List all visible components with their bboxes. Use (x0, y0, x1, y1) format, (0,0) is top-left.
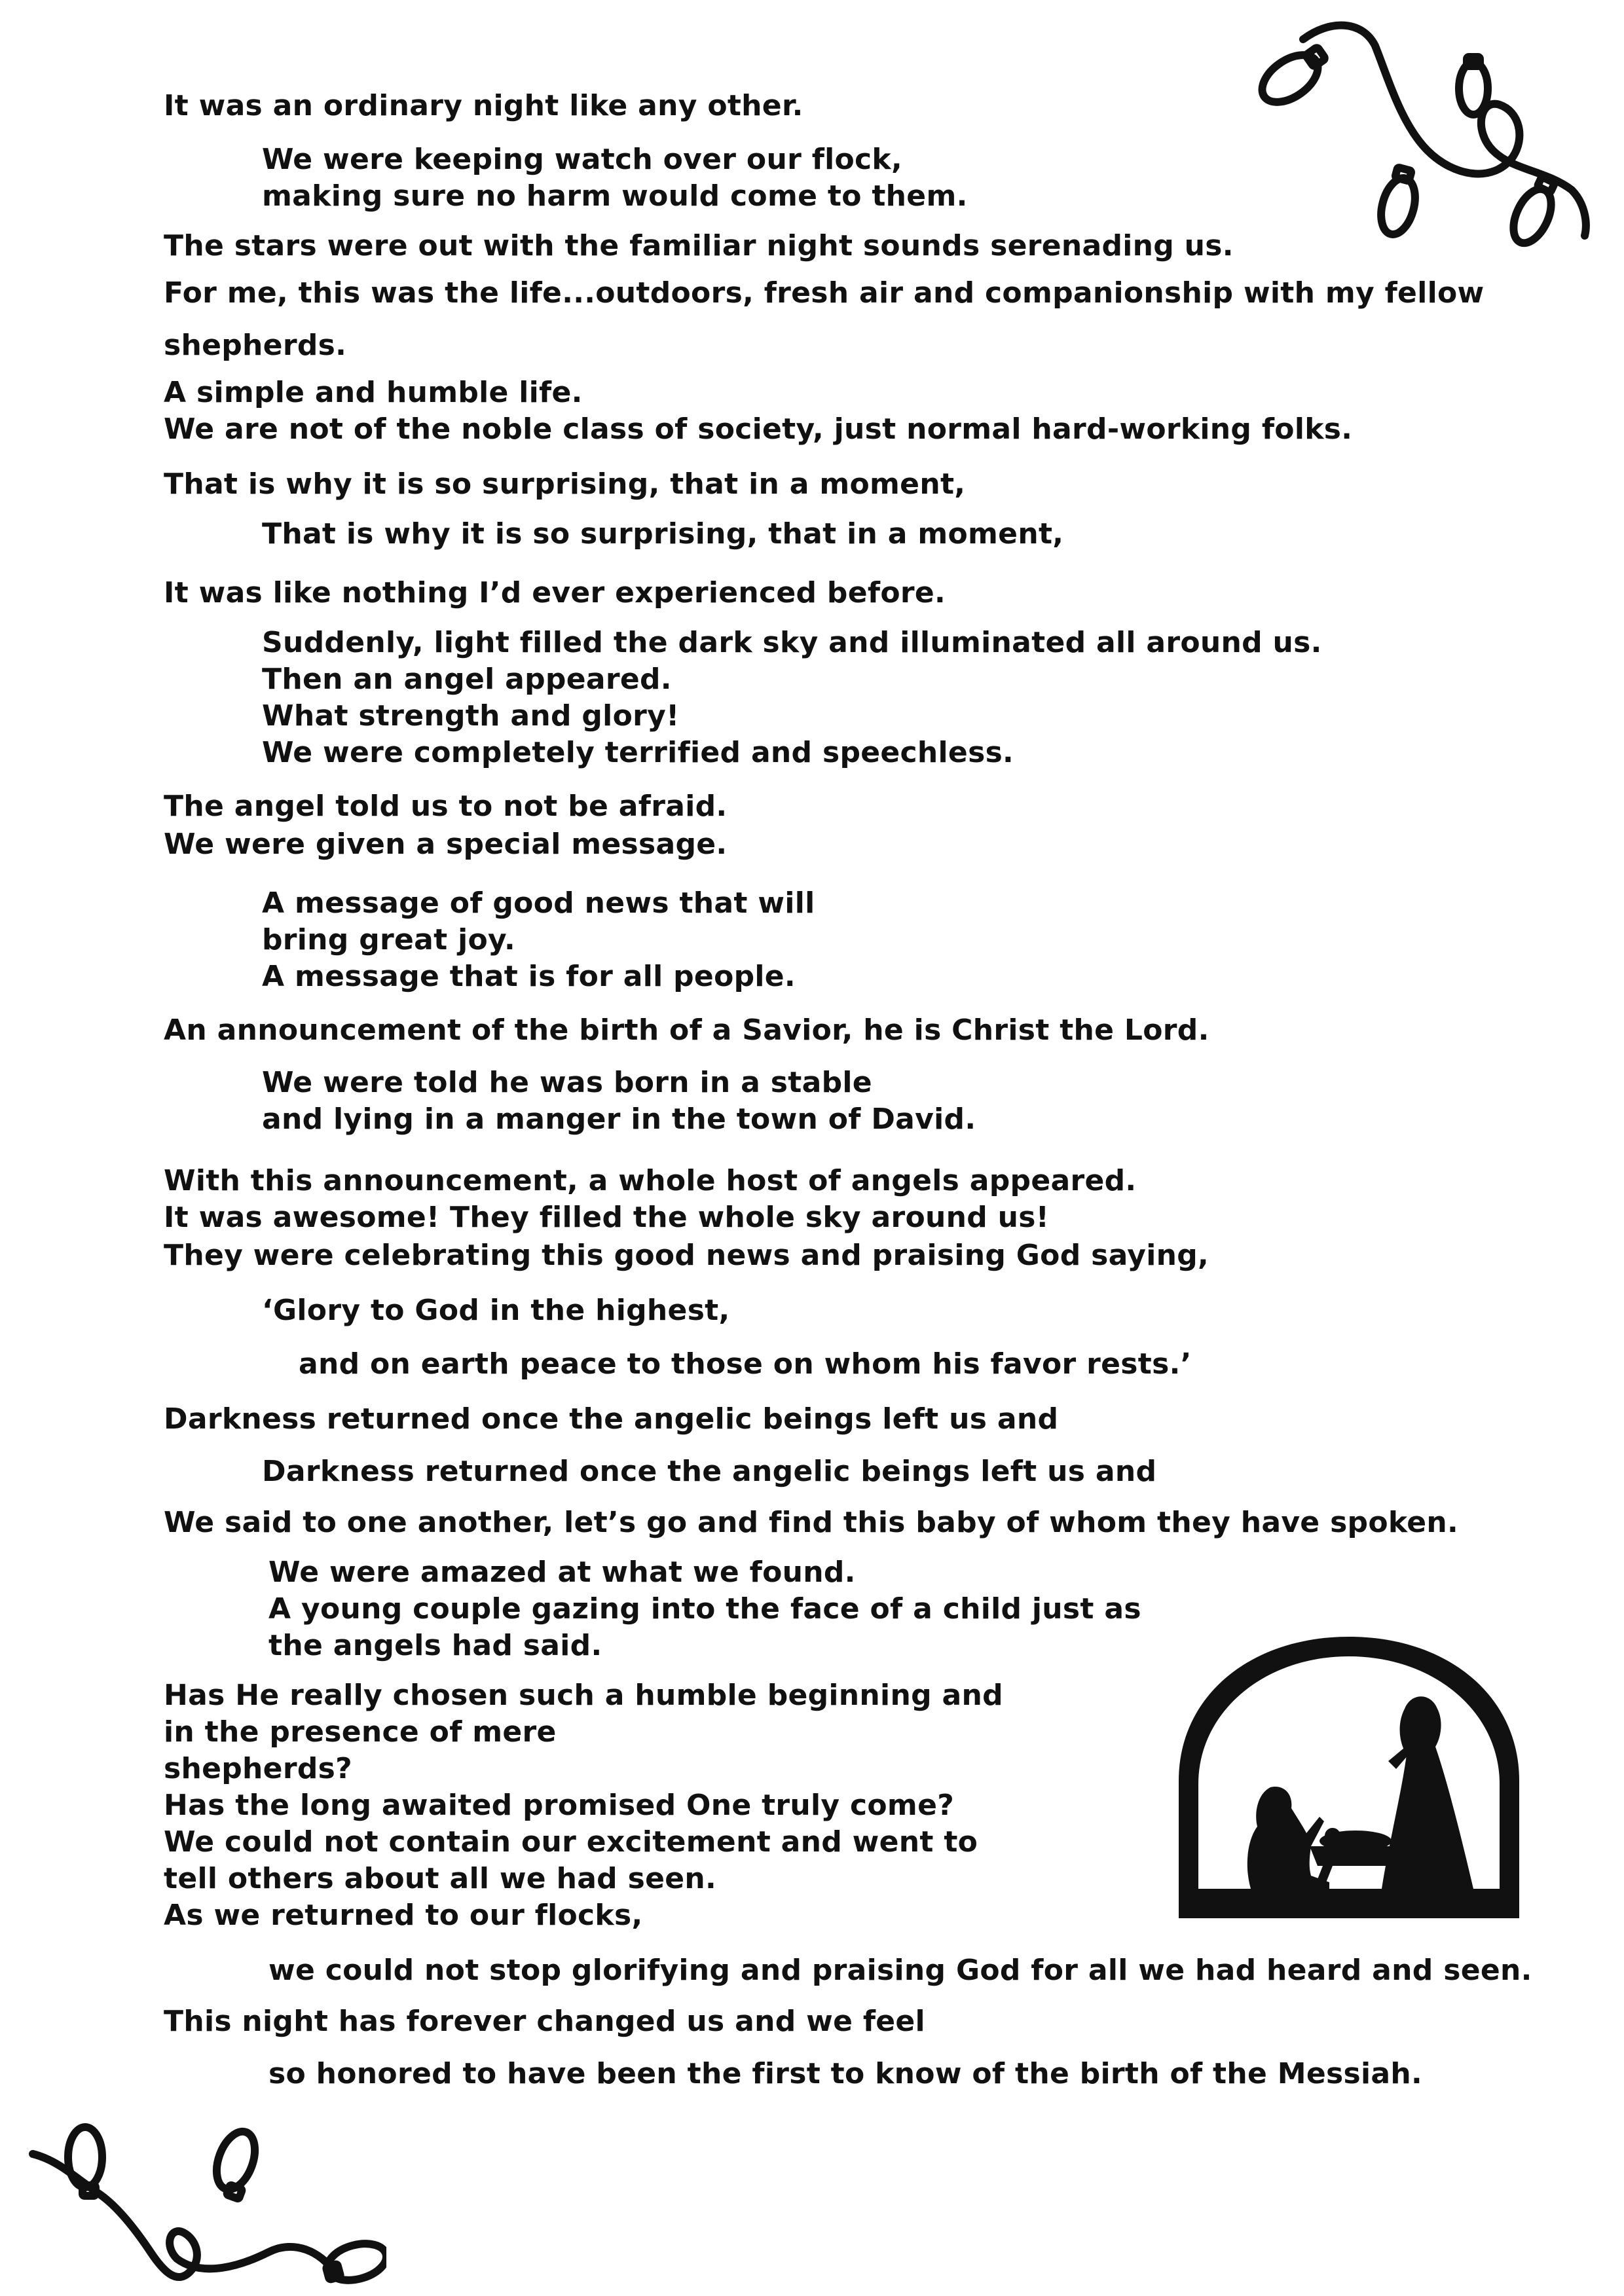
story-line-33: A young couple gazing into the face of a child just as (268, 1592, 1141, 1626)
string-lights-icon (1231, 13, 1598, 268)
story-line-25: It was awesome! They filled the whole sky around us! (164, 1201, 1050, 1234)
story-line-31: We said to one another, let’s go and find this baby of whom they have spoken. (164, 1506, 1459, 1539)
story-line-13: Then an angel appeared. (262, 663, 672, 696)
story-line-41: As we returned to our flocks, (164, 1899, 643, 1932)
story-line-26: They were celebrating this good news and praising God saying, (164, 1239, 1209, 1272)
story-line-29: Darkness returned once the angelic beings left us and (164, 1402, 1059, 1436)
story-line-32: We were amazed at what we found. (268, 1556, 856, 1589)
story-line-38: Has the long awaited promised One truly come? (164, 1789, 955, 1822)
story-line-42: we could not stop glorifying and praising God for all we had heard and seen. (268, 1954, 1532, 1987)
story-line-14: What strength and glory! (262, 699, 680, 733)
story-line-18: A message of good news that will (262, 886, 815, 920)
story-line-30: Darkness returned once the angelic beings left us and (262, 1455, 1157, 1488)
story-line-19: bring great joy. (262, 923, 515, 957)
story-line-43: This night has forever changed us and we feel (164, 2005, 925, 2038)
story-line-9: That is why it is so surprising, that in a moment, (164, 467, 966, 501)
story-line-12: Suddenly, light filled the dark sky and illuminated all around us. (262, 626, 1322, 659)
story-line-27: ‘Glory to God in the highest, (262, 1294, 730, 1327)
string-lights-icon (20, 2121, 386, 2291)
story-line-17: We were given a special message. (164, 828, 728, 861)
story-line-23: and lying in a manger in the town of David. (262, 1102, 976, 1136)
story-line-20: A message that is for all people. (262, 960, 796, 993)
story-line-1: It was an ordinary night like any other. (164, 89, 803, 122)
story-line-4: The stars were out with the familiar night sounds serenading us. (164, 229, 1234, 263)
story-line-40: tell others about all we had seen. (164, 1862, 717, 1895)
story-line-37: shepherds? (164, 1752, 352, 1785)
story-line-22: We were told he was born in a stable (262, 1066, 872, 1099)
story-line-44: so honored to have been the first to know of the birth of the Messiah. (268, 2057, 1422, 2090)
story-line-28: and on earth peace to those on whom his favor rests.’ (299, 1347, 1192, 1381)
story-line-10: That is why it is so surprising, that in a moment, (262, 517, 1064, 551)
story-line-8: We are not of the noble class of society, just normal hard-working folks. (164, 412, 1353, 446)
story-line-16: The angel told us to not be afraid. (164, 790, 728, 823)
story-line-15: We were completely terrified and speechless. (262, 736, 1014, 769)
story-line-3: making sure no harm would come to them. (262, 179, 968, 213)
story-line-21: An announcement of the birth of a Savior, he is Christ the Lord. (164, 1013, 1209, 1047)
story-line-39: We could not contain our excitement and went to (164, 1825, 978, 1859)
story-line-5: For me, this was the life...outdoors, fresh air and companionship with my fellow (164, 276, 1485, 310)
nativity-silhouette-icon (1166, 1630, 1532, 1925)
story-line-24: With this announcement, a whole host of angels appeared. (164, 1164, 1137, 1197)
story-line-2: We were keeping watch over our flock, (262, 143, 903, 176)
story-line-11: It was like nothing I’d ever experienced before. (164, 576, 946, 610)
story-line-34: the angels had said. (268, 1629, 602, 1662)
story-line-35: Has He really chosen such a humble beginning and (164, 1679, 1003, 1712)
story-line-7: A simple and humble life. (164, 376, 583, 409)
story-line-6: shepherds. (164, 329, 347, 362)
story-line-36: in the presence of mere (164, 1715, 557, 1749)
